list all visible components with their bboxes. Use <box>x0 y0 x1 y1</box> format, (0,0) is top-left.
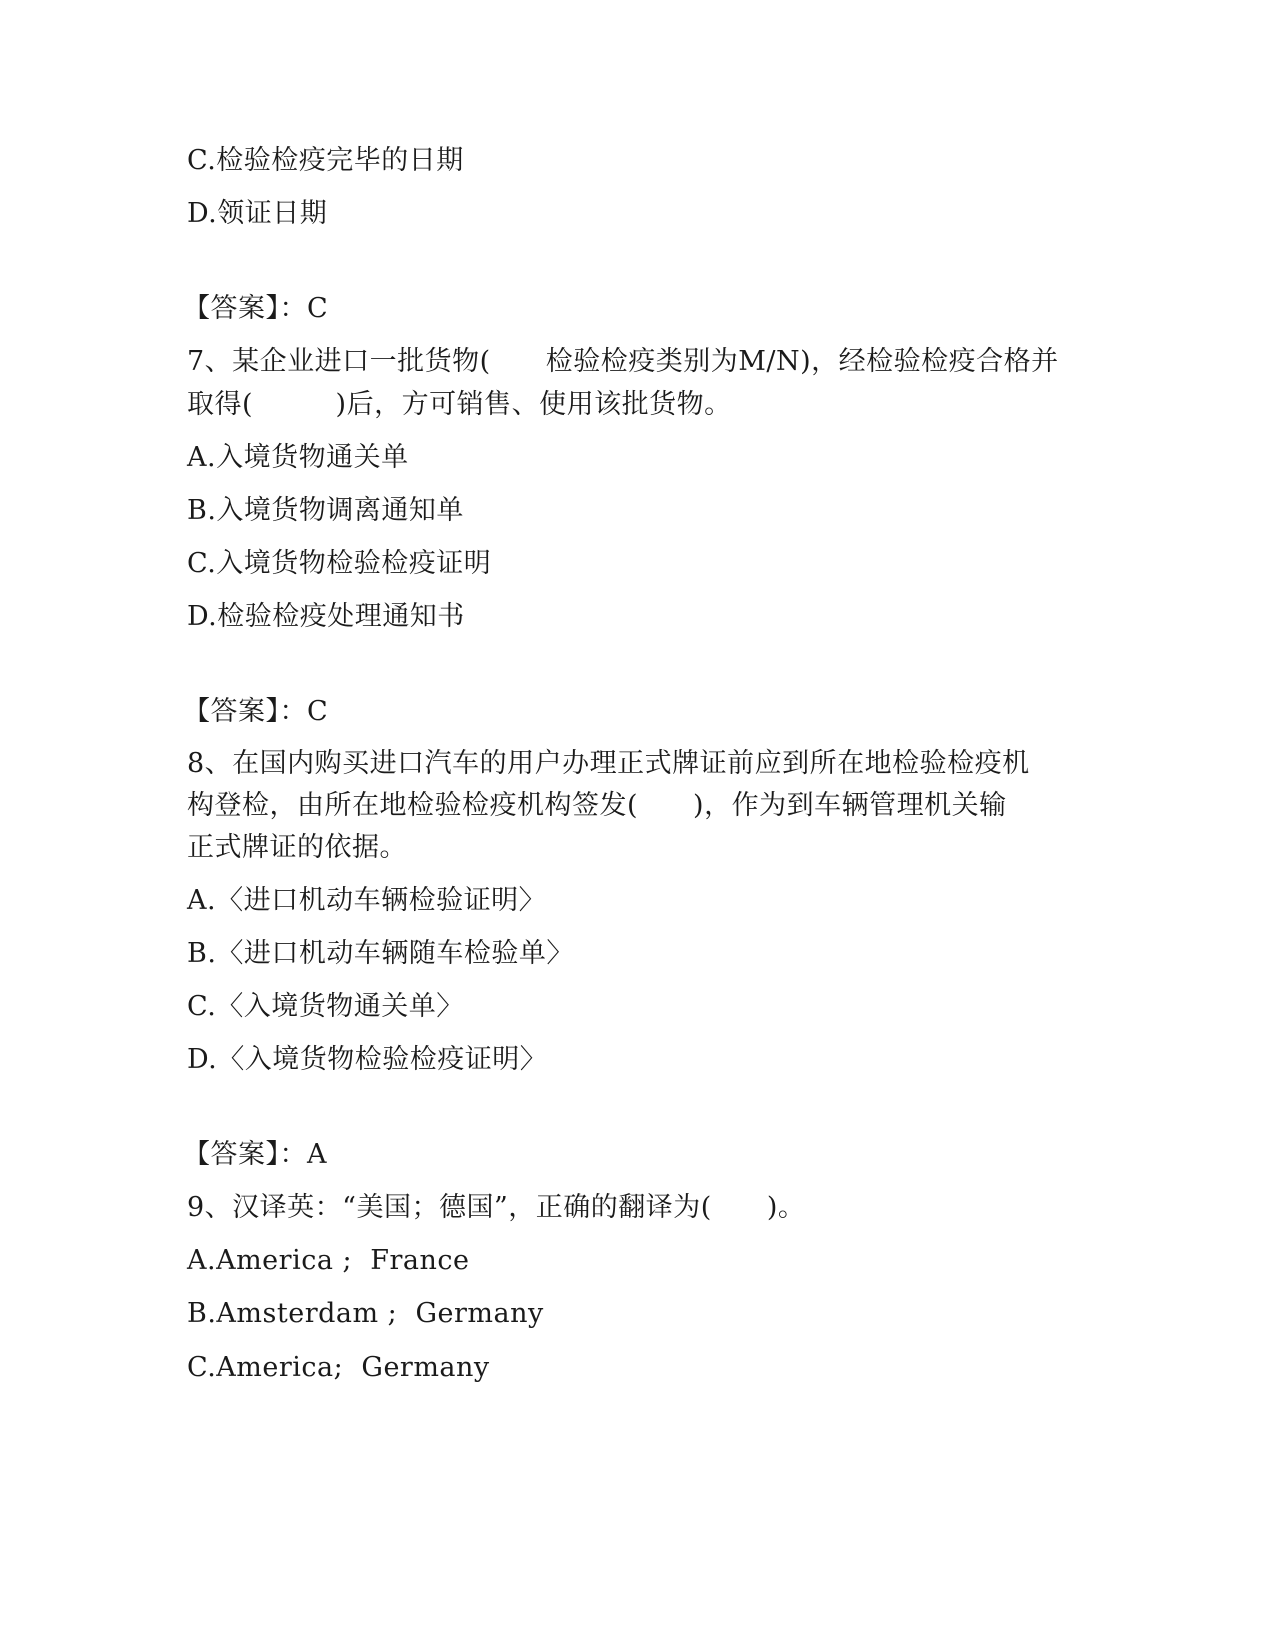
q7-option-b: B.入境货物调离通知单 <box>187 495 464 526</box>
q9-option-a: A.America ; France <box>187 1245 470 1276</box>
q6-answer: 【答案】：C <box>183 293 329 324</box>
q8-stem-line-3: 正式牌证的依据。 <box>187 832 407 863</box>
q8-option-c: C.〈入境货物通关单〉 <box>187 991 464 1022</box>
q8-answer: 【答案】：A <box>183 1139 327 1170</box>
q9-option-b: B.Amsterdam ; Germany <box>187 1298 544 1329</box>
q8-option-b: B.〈进口机动车辆随车检验单〉 <box>187 938 574 969</box>
q7-option-c: C.入境货物检验检疫证明 <box>187 548 492 579</box>
q9-stem-line-1: 9、汉译英：“美国；德国”，正确的翻译为( )。 <box>187 1192 806 1223</box>
q8-option-d: D.〈入境货物检验检疫证明〉 <box>187 1044 548 1075</box>
q7-stem-line-2: 取得( )后，方可销售、使用该批货物。 <box>187 389 732 420</box>
q7-answer: 【答案】：C <box>183 696 329 727</box>
q6-option-c: C.检验检疫完毕的日期 <box>187 145 464 176</box>
q9-option-c: C.America; Germany <box>187 1352 490 1383</box>
q7-stem-line-1: 7、某企业进口一批货物( 检验检疫类别为M/N)，经检验检疫合格并 <box>187 346 1059 377</box>
q7-option-d: D.检验检疫处理通知书 <box>187 601 465 632</box>
q7-option-a: A.入境货物通关单 <box>187 442 409 473</box>
q8-stem-line-1: 8、在国内购买进口汽车的用户办理正式牌证前应到所在地检验检疫机 <box>187 748 1030 779</box>
q6-option-d: D.领证日期 <box>187 198 328 229</box>
q8-stem-line-2: 构登检，由所在地检验检疫机构签发( )，作为到车辆管理机关输 <box>187 790 1007 821</box>
q8-option-a: A.〈进口机动车辆检验证明〉 <box>187 885 547 916</box>
